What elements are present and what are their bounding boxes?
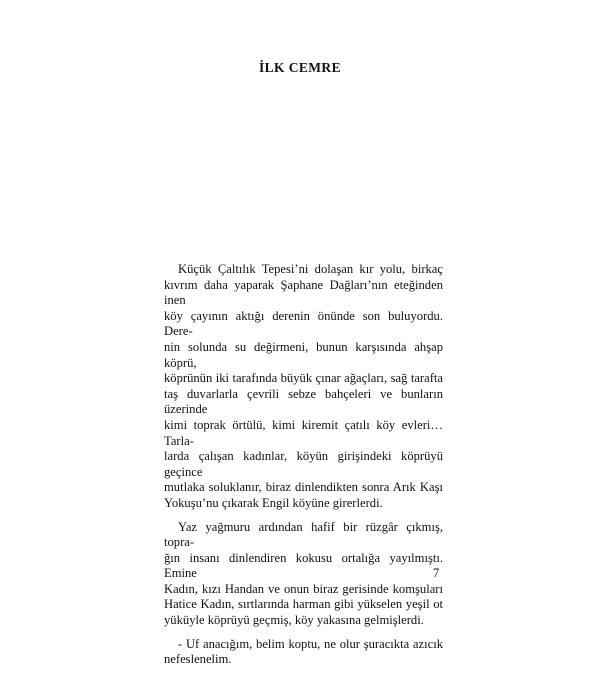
text-line: kıvrım daha yaparak Şaphane Dağları’nın eteğinden inen — [164, 277, 443, 308]
body-text — [164, 262, 443, 676]
chapter-title: İLK CEMRE — [259, 60, 341, 75]
text-line: larda çalışan kadınlar, köyün girişindeki köprüyü geçince — [164, 449, 443, 479]
text-line: kimi toprak örtülü, kimi kiremit çatılı köy evleri… Tarla- — [164, 417, 443, 448]
text-line: taş duvarlarla çevrili sebze bahçeleri ve bunların üzerinde — [164, 386, 443, 417]
text-line: Yaz yağmuru ardından hafif bir rüzgâr çıkmış, topra- — [164, 519, 443, 550]
text-line: Hatice Kadın, sırtlarında harman gibi yükselen yeşil ot — [164, 597, 443, 612]
text-line: yüküyle köprüyü geçmiş, köy yakasına gelmişlerdi. — [164, 613, 424, 628]
paragraph-3 — [164, 637, 443, 668]
text-line: Kadın, kızı Handan ve onun biraz gerisinde komşuları — [164, 581, 443, 596]
text-line: nin solunda su değirmeni, bunun karşısında ahşap köprü, — [164, 339, 443, 370]
paragraph-1 — [164, 262, 443, 512]
text-line: Yokuşu’nu çıkarak Engil köyüne girerlerdi. — [164, 495, 383, 510]
text-line: Küçük Çaltılık Tepesi’ni dolaşan kır yolu, birkaç — [178, 262, 443, 276]
text-line: nefeslenelim. — [164, 652, 232, 667]
paragraph-2 — [164, 520, 443, 629]
text-line: - Uf anacığım, belim koptu, ne olur şuracıkta azıcık — [178, 636, 443, 651]
text-line: ğın insanı dinlendiren kokusu ortalığa yayılmıştı. Emine — [164, 550, 443, 581]
text-line: köprünün iki tarafında büyük çınar ağaçları, sağ tarafta — [164, 371, 443, 386]
text-line: mutlaka soluklanır, biraz dinlendikten sonra Arık Kaşı — [164, 480, 443, 495]
page-number: 7 — [433, 566, 440, 580]
text-line: köy çayının aktığı derenin önünde son buluyordu. Dere- — [164, 308, 443, 339]
